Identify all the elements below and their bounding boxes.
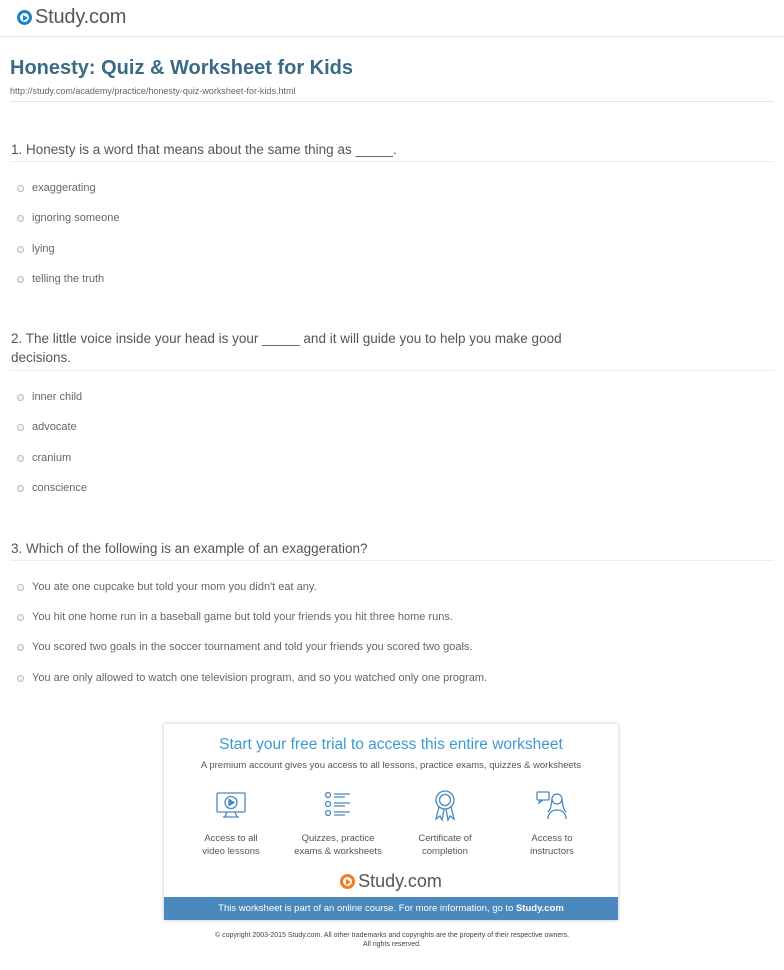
- play-logo-icon: [17, 10, 32, 25]
- feature-label: Quizzes, practice: [301, 833, 375, 844]
- feature-label: video lessons: [202, 846, 260, 857]
- answer-option[interactable]: [17, 482, 87, 494]
- option-label: telling the truth: [32, 273, 105, 285]
- video-lesson-icon: [214, 788, 248, 822]
- feature-quizzes: [288, 788, 388, 858]
- feature-label: Certificate of: [418, 833, 472, 844]
- page-url: http://study.com/academy/practice/honesty-quiz-worksheet-for-kids.html: [10, 86, 296, 96]
- title-divider: [10, 101, 774, 102]
- option-label: cranium: [32, 452, 72, 464]
- radio-icon[interactable]: [17, 584, 24, 591]
- answer-option[interactable]: [17, 452, 71, 464]
- answer-option[interactable]: [17, 611, 453, 623]
- free-trial-promo[interactable]: [164, 724, 618, 920]
- feature-instructors: [502, 788, 602, 858]
- feature-label: Access to: [531, 833, 573, 844]
- radio-icon[interactable]: [17, 675, 24, 682]
- play-logo-icon: [340, 874, 355, 889]
- header-divider: [0, 36, 784, 37]
- answer-option[interactable]: [17, 391, 82, 403]
- promo-bar-text: This worksheet is part of an online course. For more information, go to: [218, 903, 516, 914]
- answer-option[interactable]: [17, 273, 104, 285]
- promo-logo[interactable]: [164, 871, 618, 892]
- radio-icon[interactable]: [17, 424, 24, 431]
- quiz-list-icon: [321, 788, 355, 822]
- page-title: Honesty: Quiz & Worksheet for Kids: [10, 57, 354, 79]
- option-label: inner child: [32, 391, 83, 403]
- option-label: conscience: [32, 482, 88, 494]
- answer-option[interactable]: [17, 672, 487, 684]
- feature-video-lessons: [181, 788, 281, 858]
- certificate-icon: [428, 788, 462, 822]
- feature-label: Access to all: [204, 833, 258, 844]
- feature-label: exams & worksheets: [294, 846, 382, 857]
- question-divider: [10, 560, 774, 561]
- instructor-icon: [535, 788, 569, 822]
- copyright-line: © copyright 2003-2015 Study.com. All other trademarks and copyrights are the property of their respective owners.: [214, 932, 570, 939]
- question-2-text: 2. The little voice inside your head is your _____ and it will guide you to help you make good decisions.: [11, 331, 562, 365]
- question-1-text: 1. Honesty is a word that means about the same thing as _____.: [11, 142, 397, 157]
- copyright-notice: [0, 931, 784, 949]
- question-divider: [10, 370, 774, 371]
- feature-certificate: [395, 788, 495, 858]
- logo-text: Study.com: [35, 6, 127, 28]
- answer-option[interactable]: [17, 641, 472, 653]
- study-com-link[interactable]: Study.com: [515, 903, 564, 914]
- radio-icon[interactable]: [17, 394, 24, 401]
- answer-option[interactable]: [17, 212, 119, 224]
- option-label: You ate one cupcake but told your mom you didn't eat any.: [32, 581, 317, 593]
- promo-info-bar: [164, 897, 618, 920]
- option-label: advocate: [32, 421, 77, 433]
- radio-icon[interactable]: [17, 644, 24, 651]
- site-logo[interactable]: [17, 6, 126, 29]
- radio-icon[interactable]: [17, 215, 24, 222]
- promo-subtitle: A premium account gives you access to all lessons, practice exams, quizzes & worksheets: [200, 760, 582, 771]
- answer-option[interactable]: [17, 581, 317, 593]
- option-label: exaggerating: [32, 182, 96, 194]
- feature-label: instructors: [530, 846, 574, 857]
- feature-label: completion: [422, 846, 468, 857]
- answer-option[interactable]: [17, 182, 96, 194]
- promo-title[interactable]: Start your free trial to access this entire worksheet: [219, 736, 563, 753]
- option-label: You scored two goals in the soccer tournament and told your friends you scored two goals.: [32, 641, 473, 653]
- copyright-line: All rights reserved.: [363, 941, 421, 948]
- radio-icon[interactable]: [17, 276, 24, 283]
- question-divider: [10, 161, 774, 162]
- radio-icon[interactable]: [17, 485, 24, 492]
- option-label: ignoring someone: [32, 212, 120, 224]
- radio-icon[interactable]: [17, 246, 24, 253]
- radio-icon[interactable]: [17, 455, 24, 462]
- answer-option[interactable]: [17, 243, 55, 255]
- option-label: You are only allowed to watch one television program, and so you watched only one program.: [32, 672, 488, 684]
- radio-icon[interactable]: [17, 185, 24, 192]
- radio-icon[interactable]: [17, 614, 24, 621]
- question-3-text: 3. Which of the following is an example of an exaggeration?: [11, 541, 368, 556]
- option-label: lying: [32, 243, 55, 255]
- option-label: You hit one home run in a baseball game but told your friends you hit three home runs.: [32, 611, 453, 623]
- answer-option[interactable]: [17, 421, 77, 433]
- promo-logo-text: Study.com: [358, 871, 442, 891]
